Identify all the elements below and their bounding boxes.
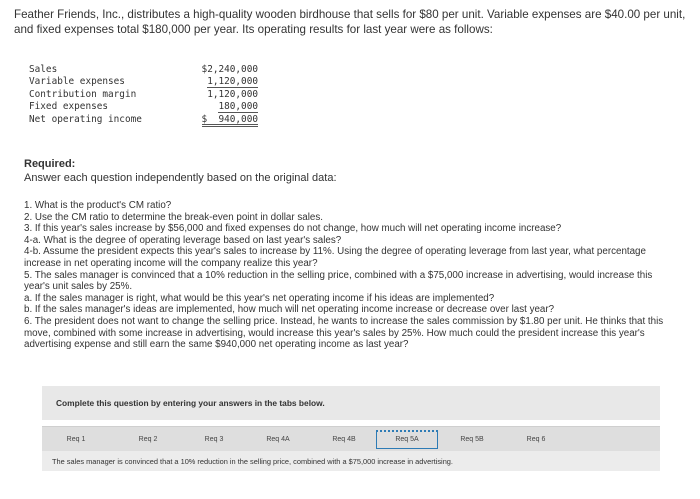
- income-value: $2,240,000: [201, 64, 258, 75]
- active-question-text: The sales manager is convinced that a 10% reduction in the selling price, combined with a $75,000 increase in advertising.: [52, 457, 453, 466]
- income-label: Sales: [29, 64, 58, 75]
- income-row-variable-expenses: [26, 76, 260, 88]
- tab-req-5b[interactable]: Req 5B: [460, 436, 484, 443]
- income-label: Variable expenses: [29, 76, 125, 88]
- problem-intro: Feather Friends, Inc., distributes a high-quality wooden birdhouse that sells for $80 per unit. Variable expenses are $40.00 per unit, and fixed expenses total $180,000 per year. Its operating results for last year were as follows:: [14, 8, 686, 36]
- income-value: 1,120,000: [207, 76, 258, 88]
- income-label: Fixed expenses: [29, 101, 109, 113]
- income-row-contribution-margin: [26, 89, 260, 101]
- income-row-sales: [26, 64, 260, 76]
- tab-req-4b[interactable]: Req 4B: [332, 436, 356, 443]
- income-value: 180,000: [218, 101, 258, 113]
- tab-req-1[interactable]: Req 1: [66, 436, 86, 443]
- question-item: a. If the sales manager is right, what would be this year's net operating income if his ideas are implemented?: [24, 292, 495, 304]
- income-row-net-operating-income: [26, 114, 260, 126]
- income-value: $ 940,000: [201, 113, 258, 125]
- active-question-strip: [42, 451, 660, 471]
- income-row-fixed-expenses: [26, 101, 260, 113]
- income-value: 1,120,000: [207, 88, 258, 100]
- income-label: Contribution margin: [29, 88, 137, 100]
- income-label: Net operating income: [29, 113, 142, 125]
- income-statement: [26, 64, 260, 126]
- question-item: 6. The president does not want to change the selling price. Instead, he wants to increase the sales commission by $1.80 per unit. He thinks that this move, combined with some increase in advertising, would increase this year's sales by 25%. How much could the president increase this year's advertising expense and still earn the same $940,000 net operating income as last year?: [24, 315, 664, 351]
- required-heading: Required:: [24, 158, 76, 170]
- tab-req-3[interactable]: Req 3: [204, 436, 224, 443]
- tab-req-6[interactable]: Req 6: [526, 436, 546, 443]
- panel-instruction: Complete this question by entering your answers in the tabs below.: [56, 398, 325, 408]
- question-item: b. If the sales manager's ideas are implemented, how much will net operating income increase or decrease over last year?: [24, 304, 555, 316]
- question-item: 1. What is the product's CM ratio?: [24, 200, 172, 211]
- tab-req-4a[interactable]: Req 4A: [266, 436, 290, 443]
- question-list: [24, 200, 664, 351]
- tab-req-2[interactable]: Req 2: [138, 436, 158, 443]
- question-item: 4-a. What is the degree of operating leverage based on last year's sales?: [24, 234, 342, 246]
- required-section: [24, 157, 664, 185]
- tab-req-5a[interactable]: Req 5A: [376, 430, 438, 449]
- question-item: 4-b. Assume the president expects this year's sales to increase by 11%. Using the degree of operating leverage from last year, what percentage increase in net operating income will the company realize this year?: [24, 246, 646, 269]
- answer-panel: [42, 386, 660, 420]
- question-item: 3. If this year's sales increase by $56,000 and fixed expenses do not change, how much will net operating income increase?: [24, 223, 562, 235]
- requirement-tabs: [42, 426, 660, 452]
- question-item: 5. The sales manager is convinced that a 10% reduction in the selling price, combined with a $75,000 increase in advertising, would increase this year's unit sales by 25%.: [24, 269, 653, 293]
- question-item: 2. Use the CM ratio to determine the break-even point in dollar sales.: [24, 211, 323, 223]
- required-instruction: Answer each question independently based on the original data:: [24, 172, 337, 184]
